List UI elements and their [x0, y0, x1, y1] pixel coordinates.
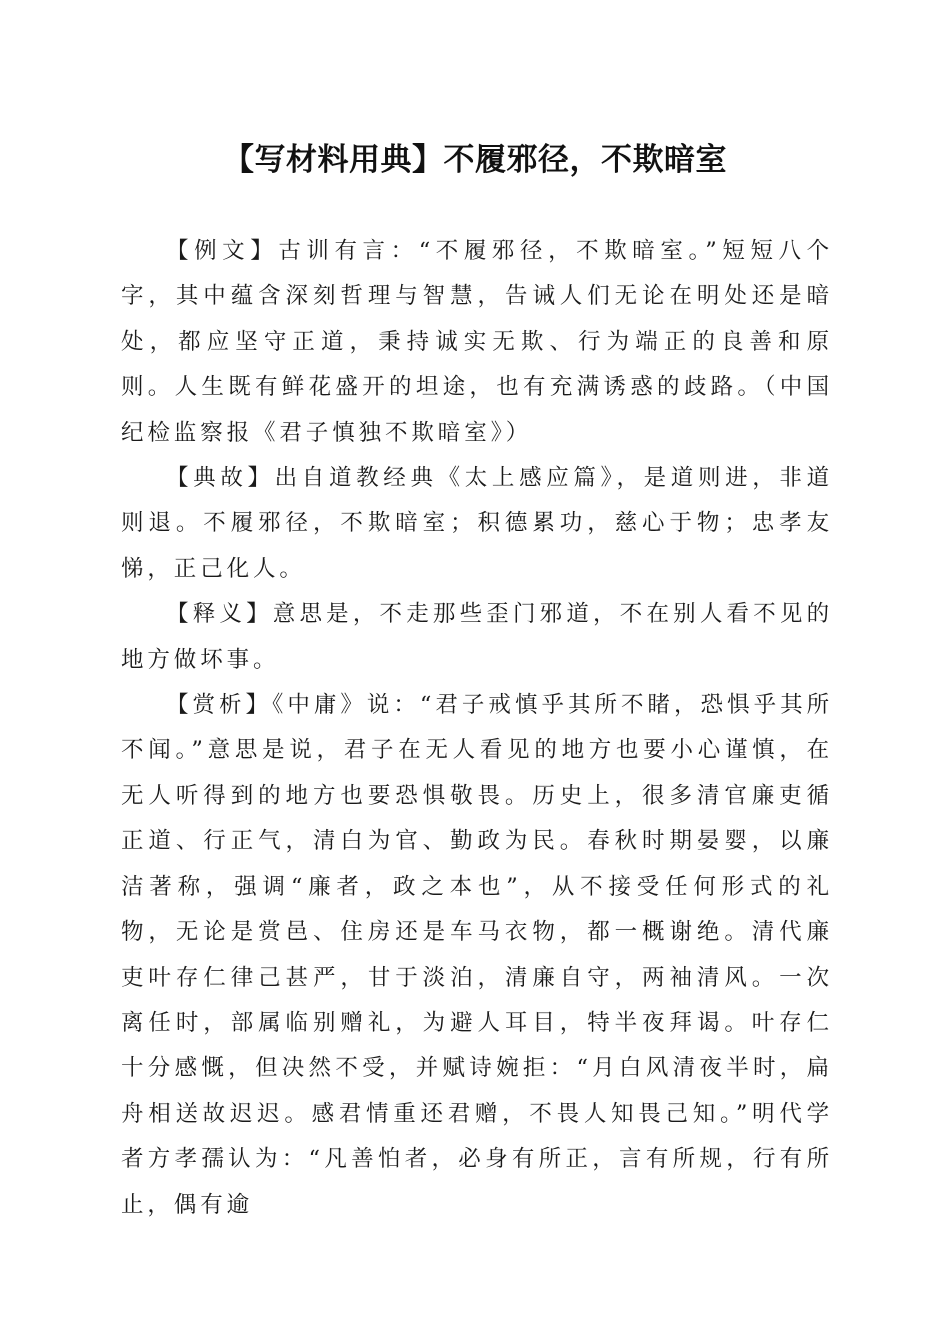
paragraph-text: 古训有言：“不履邪径，不欺暗室。”短短八个字，其中蕴含深刻哲理与智慧，告诫人们无论在明处还是暗处，都应坚守正道，秉持诚实无欺、行为端正的良善和原则。人生既有鲜花盛开的坦途，也有充满诱惑的歧路。（中国纪检监察报《君子慎独不欺暗室》） — [121, 238, 833, 446]
paragraph-allusion — [121, 456, 833, 592]
document-body — [121, 229, 833, 1228]
paragraph-example — [121, 229, 833, 456]
document-title: 【写材料用典】不履邪径，不欺暗室 — [223, 142, 727, 178]
paragraph-appreciation — [121, 683, 833, 1228]
paragraph-tag: 【释义】 — [166, 601, 273, 628]
paragraph-text: 出自道教经典《太上感应篇》，是道则进，非道则退。不履邪径，不欺暗室；积德累功，慈心于物；忠孝友悌，正己化人。 — [121, 465, 833, 582]
paragraph-tag: 【赏析】 — [166, 692, 273, 719]
paragraph-tag: 【例文】 — [166, 238, 279, 264]
paragraph-meaning — [121, 592, 833, 683]
paragraph-text: 意思是，不走那些歪门邪道，不在别人看不见的地方做坏事。 — [121, 601, 833, 673]
paragraph-tag: 【典故】 — [166, 465, 275, 492]
paragraph-text: 《中庸》说：“君子戒慎乎其所不睹，恐惧乎其所不闻。”意思是说，君子在无人看见的地方也要小心谨慎，在无人听得到的地方也要恐惧敬畏。历史上，很多清官廉吏循正道、行正气，清白为官、勤政为民。春秋时期晏婴，以廉洁著称，强调“廉者，政之本也”，从不接受任何形式的礼物，无论是赏邑、住房还是车马衣物，都一概谢绝。清代廉吏叶存仁律己甚严，甘于淡泊，清廉自守，两袖清风。一次离任时，部属临别赠礼，为避人耳目，特半夜拜谒。叶存仁十分感慨，但决然不受，并赋诗婉拒：“月白风清夜半时，扁舟相送故迟迟。感君情重还君赠，不畏人知畏己知。”明代学者方孝孺认为：“凡善怕者，必身有所正，言有所规，行有所止，偶有逾 — [121, 692, 833, 1218]
